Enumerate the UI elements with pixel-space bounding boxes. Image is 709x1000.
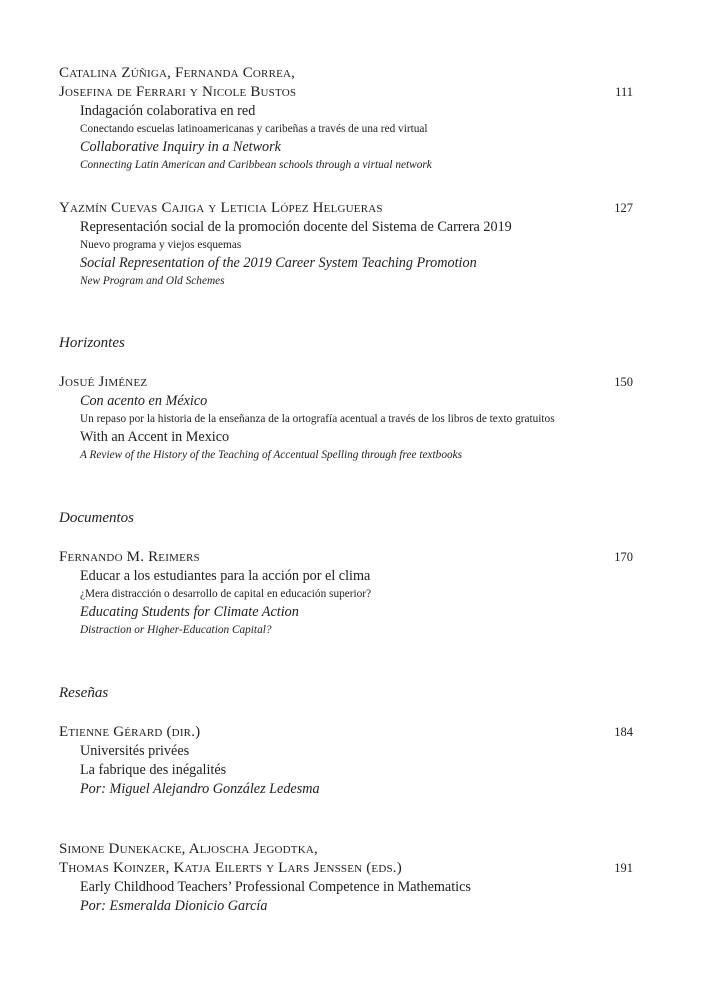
page-number: 184 (614, 725, 633, 739)
entry-title-english: Social Representation of the 2019 Career System Teaching Promotion (80, 255, 477, 271)
page-number: 111 (615, 85, 633, 99)
entry-authors: Yazmín Cuevas Cajiga y Leticia López Helgueras 127 (59, 200, 633, 216)
review-author: Por: Esmeralda Dionicio García (80, 898, 268, 914)
entry-title: Educar a los estudiantes para la acción por el clima (80, 568, 371, 584)
entry-title: Representación social de la promoción docente del Sistema de Carrera 2019 (80, 219, 512, 235)
entry-subtitle: ¿Mera distracción o desarrollo de capital en educación superior? (80, 588, 372, 600)
entry-subtitle-english: A Review of the History of the Teaching of Accentual Spelling through free textbooks (80, 449, 463, 461)
toc-entry (59, 548, 634, 639)
section-heading-resenas: Reseñas (59, 685, 109, 701)
entry-authors: Josué Jiménez 150 (59, 374, 633, 390)
section-heading-horizontes: Horizontes (59, 335, 125, 351)
review-author: Por: Miguel Alejandro González Ledesma (80, 781, 320, 797)
entry-authors: Josefina de Ferrari y Nicole Bustos 111 (59, 84, 633, 100)
review-subtitle: La fabrique des inégalités (80, 762, 227, 778)
toc-entry (59, 199, 634, 290)
entry-subtitle: Nuevo programa y viejos esquemas (80, 239, 242, 251)
entry-authors: Etienne Gérard (dir.) 184 (59, 724, 633, 740)
toc-entry (59, 723, 634, 799)
entry-title-english: Educating Students for Climate Action (80, 604, 299, 620)
page-number: 127 (614, 201, 633, 215)
review-title: Universités privées (80, 743, 190, 759)
entry-subtitle-english: New Program and Old Schemes (80, 275, 225, 287)
page-number: 170 (614, 550, 633, 564)
review-title: Early Childhood Teachers’ Professional Competence in Mathematics (80, 879, 471, 895)
entry-title-english: With an Accent in Mexico (80, 429, 230, 445)
entry-title: Indagación colaborativa en red (80, 103, 256, 119)
entry-subtitle-english: Connecting Latin American and Caribbean schools through a virtual network (80, 159, 432, 171)
entry-authors: Catalina Zúñiga, Fernanda Correa, (59, 65, 296, 81)
entry-authors: Fernando M. Reimers 170 (59, 549, 633, 565)
entry-title-english: Collaborative Inquiry in a Network (80, 139, 281, 155)
entry-authors: Thomas Koinzer, Katja Eilerts y Lars Jenssen (eds.) 191 (59, 860, 633, 876)
entry-subtitle: Conectando escuelas latinoamericanas y caribeñas a través de una red virtual (80, 123, 428, 135)
entry-subtitle: Un repaso por la historia de la enseñanza de la ortografía acentual a través de los libros de texto gratuitos (80, 413, 555, 425)
entry-authors: Simone Dunekacke, Aljoscha Jegodtka, (59, 841, 318, 857)
page-number: 150 (614, 375, 633, 389)
toc-entry (59, 64, 634, 174)
entry-subtitle-english: Distraction or Higher-Education Capital? (80, 624, 272, 636)
toc-entry (59, 840, 634, 916)
entry-title: Con acento en México (80, 393, 208, 409)
toc-entry (59, 373, 634, 464)
page-number: 191 (614, 861, 633, 875)
section-heading-documentos: Documentos (59, 510, 134, 526)
